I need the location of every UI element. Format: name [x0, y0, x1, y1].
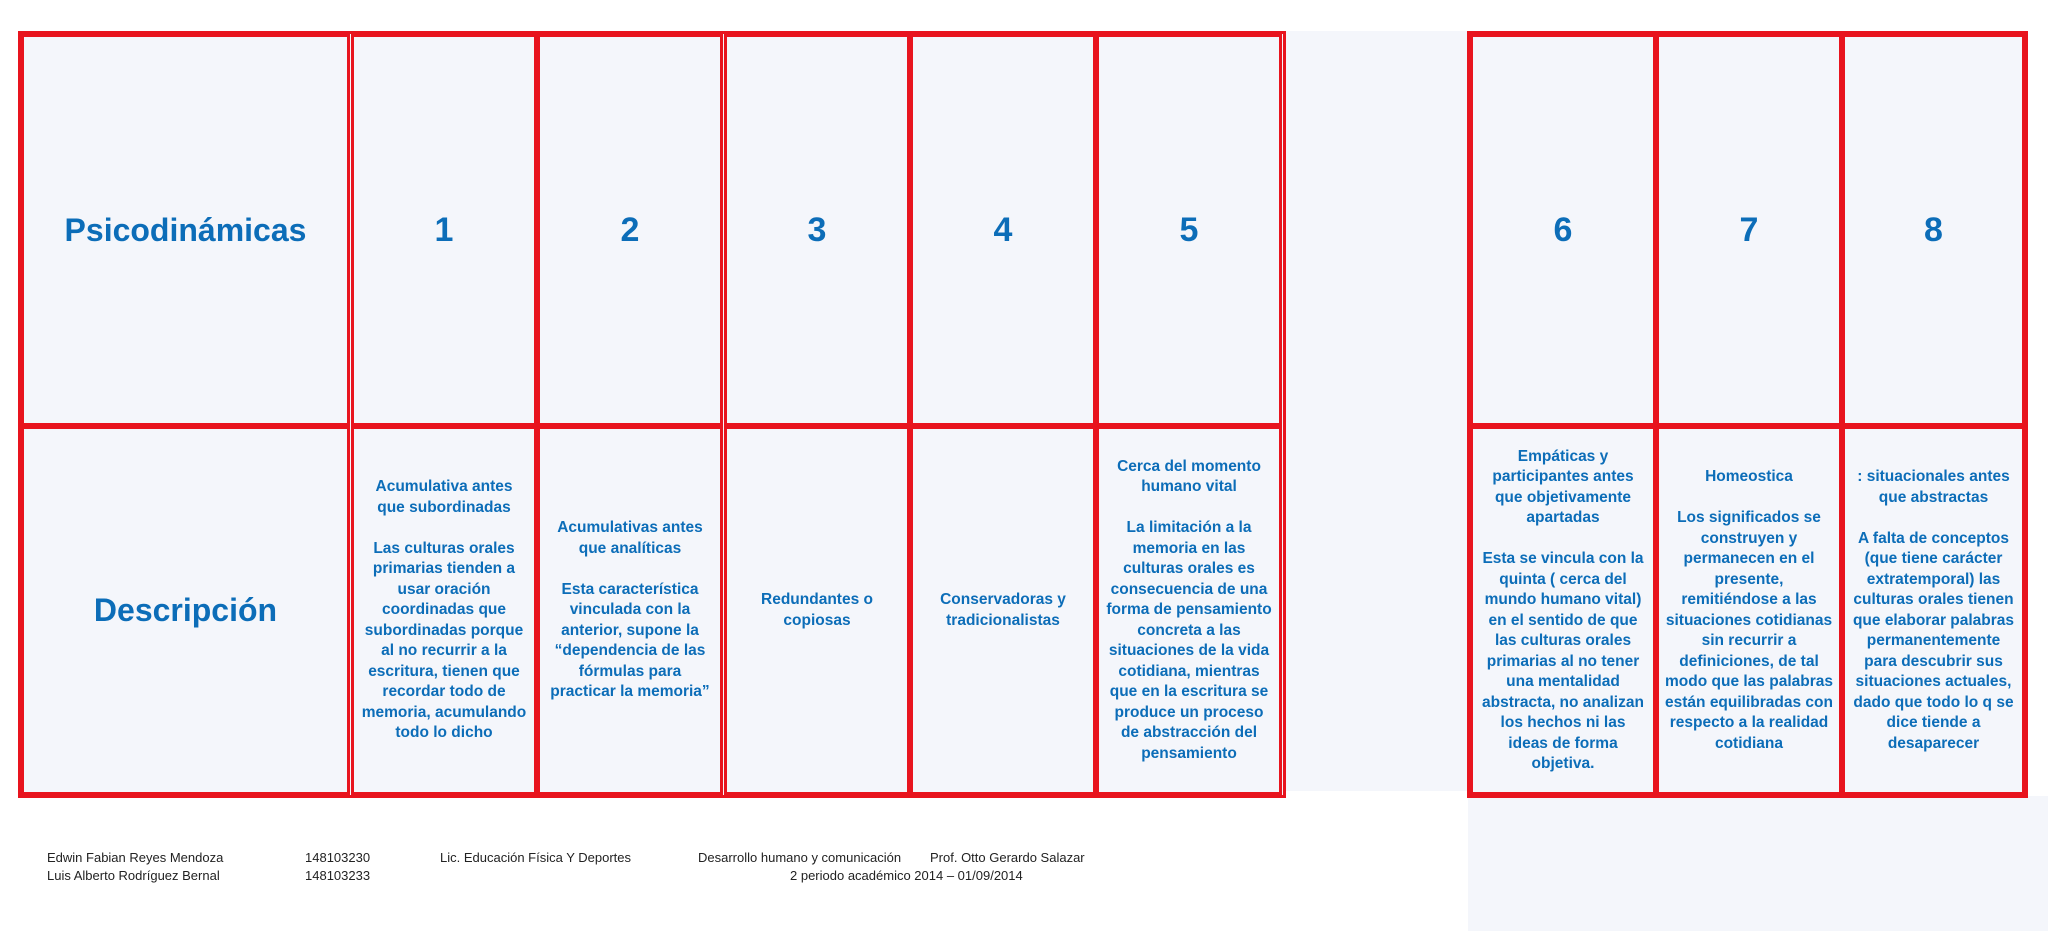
header-label-cell [21, 34, 350, 426]
number-cell-5 [1096, 34, 1282, 426]
description-cell-8 [1842, 426, 2025, 795]
description-cell-7 [1656, 426, 1842, 795]
descripcion-heading: Descripción [93, 592, 278, 628]
number-cell-8 [1842, 34, 2025, 426]
description-1: Acumulativa antes que subordinadas Las culturas orales primarias tienden a usar oración coordinadas que subordinadas porque al no recurrir a la escritura, tienen que recordar todo de memoria, acumulando todo lo dicho [361, 478, 527, 742]
number-cell-1 [351, 34, 537, 426]
gap-panel [1285, 31, 1468, 791]
description-6: Empáticas y participantes antes que objetivamente apartadas Esta se vincula con la quinta ( cerca del mundo humano vital) en el sentido de que las culturas orales primarias al no tener una mentalidad abstracta, no analizan los hechos ni las ideas de forma objetiva. [1482, 447, 1644, 772]
student1-code: 148103230 [305, 850, 371, 865]
number-3: 3 [807, 210, 827, 249]
description-2: Acumulativas antes que analíticas Esta característica vinculada con la anterior, supone la “dependencia de las fórmulas para practicar la memoria” [550, 519, 710, 701]
description-4: Conservadoras y tradicionalistas [940, 591, 1066, 629]
description-5: Cerca del momento humano vital La limitación a la memoria en las culturas orales es consecuencia de una forma de pensamiento concreta a las situaciones de la vida cotidiana, mientras que en la escritura se produce un proceso de abstracción del pensamiento [1106, 457, 1272, 762]
description-8: : situacionales antes que abstractas A falta de conceptos (que tiene carácter extratemporal) las culturas orales tienen que elaborar palabras permanentemente para descubrir sus situaciones actuales, dado que todo lo q se dice tiende a desaparecer [1852, 468, 2015, 752]
student2-name: Luis Alberto Rodríguez Bernal [47, 868, 220, 883]
description-label-cell [21, 426, 350, 795]
description-cell-1 [351, 426, 537, 795]
number-6: 6 [1553, 210, 1573, 249]
student1-name: Edwin Fabian Reyes Mendoza [47, 850, 224, 865]
number-cell-2 [537, 34, 723, 426]
description-7: Homeostica Los significados se construyen y permanecen en el presente, remitiéndose a las situaciones cotidianas sin recurrir a definiciones, de tal modo que las palabras están equilibradas con respecto a la realidad cotidiana [1665, 468, 1833, 752]
number-7: 7 [1739, 210, 1759, 249]
number-5: 5 [1179, 210, 1199, 249]
program-name: Lic. Educación Física Y Deportes [440, 850, 632, 865]
academic-period: 2 periodo académico 2014 – 01/09/2014 [790, 868, 1023, 883]
number-cell-3 [724, 34, 910, 426]
description-cell-3 [724, 426, 910, 795]
number-8: 8 [1924, 210, 1943, 249]
number-4: 4 [993, 210, 1013, 249]
student2-code: 148103233 [305, 868, 371, 883]
description-cell-5 [1096, 426, 1282, 795]
number-cell-6 [1470, 34, 1656, 426]
description-cell-2 [537, 426, 723, 795]
number-cell-4 [910, 34, 1096, 426]
professor-name: Prof. Otto Gerardo Salazar [930, 850, 1085, 865]
number-2: 2 [620, 210, 640, 249]
number-1: 1 [434, 210, 454, 249]
number-cell-7 [1656, 34, 1842, 426]
right-lower-panel [1468, 796, 2048, 931]
course-name: Desarrollo humano y comunicación [698, 850, 902, 865]
description-cell-4 [910, 426, 1096, 795]
description-3: Redundantes o copiosas [761, 591, 873, 629]
description-cell-6 [1470, 426, 1656, 795]
psicodinamicas-heading: Psicodinámicas [64, 211, 307, 248]
